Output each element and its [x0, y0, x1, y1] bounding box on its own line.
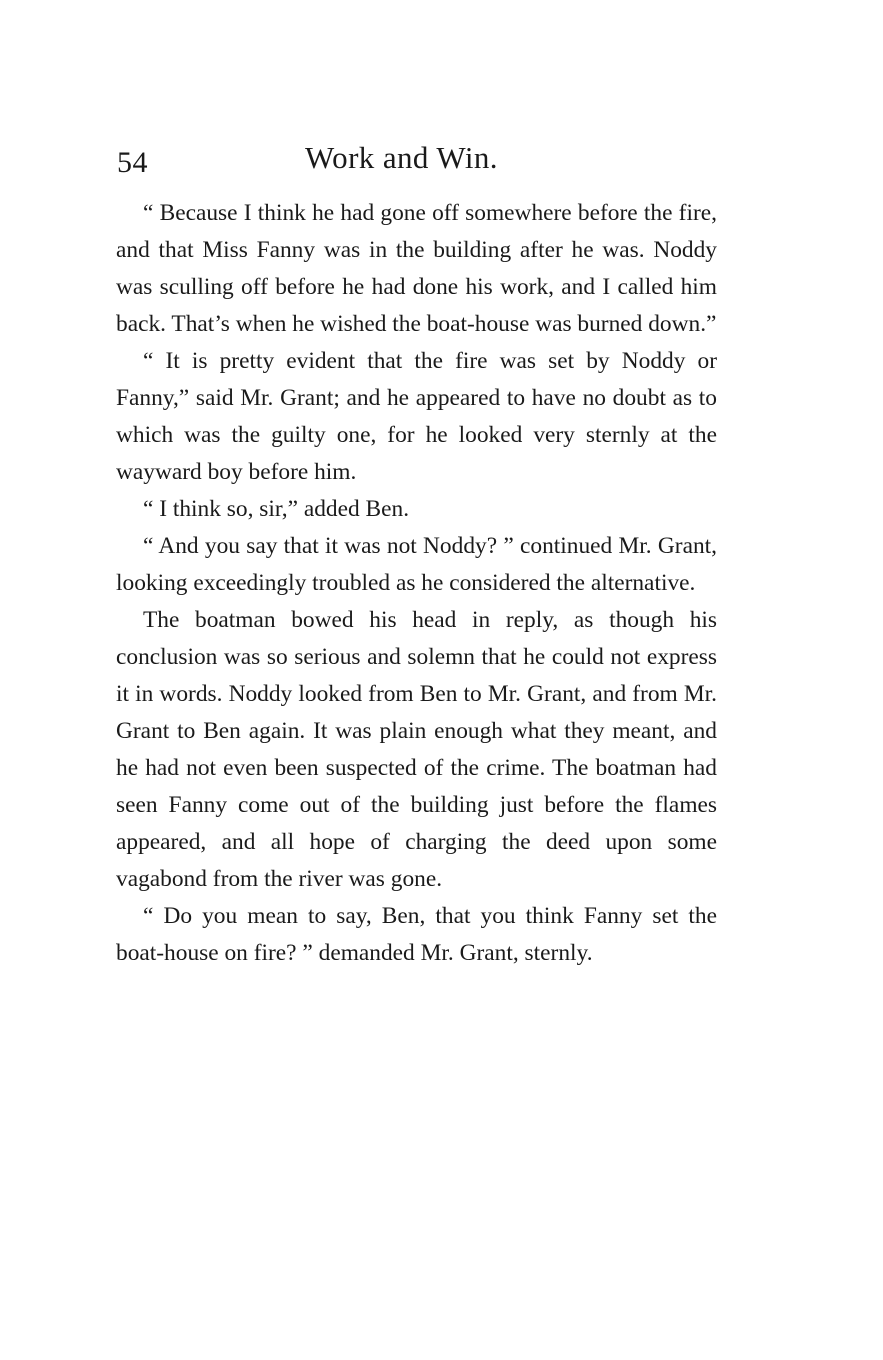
- body-text: [116, 195, 717, 972]
- paragraph: “ It is pretty evident that the fire was set by Noddy or Fanny,” said Mr. Grant; and he appeared to have no doubt as to which was the guilty one, for he looked very sternly at the wayward boy before him.: [116, 348, 717, 485]
- paragraph: “ I think so, sir,” added Ben.: [143, 496, 410, 522]
- paragraph: “ And you say that it was not Noddy? ” continued Mr. Grant, looking exceedingly troubled as he considered the alternative.: [116, 533, 717, 596]
- page-header: [117, 136, 717, 184]
- paragraph: “ Do you mean to say, Ben, that you think Fanny set the boat-house on fire? ” demanded Mr. Grant, sternly.: [116, 903, 717, 966]
- running-title: Work and Win.: [305, 140, 498, 175]
- paragraph: “ Because I think he had gone off somewhere before the fire, and that Miss Fanny was in the building after he was. Noddy was sculling off before he had done his work, and I called him back. That’s when he wished the boat-house was burned down.”: [116, 200, 717, 337]
- page-number: 54: [117, 146, 148, 179]
- paragraph: The boatman bowed his head in reply, as though his conclusion was so serious and solemn that he could not express it in words. Noddy looked from Ben to Mr. Grant, and from Mr. Grant to Ben again. It was plain enough what they meant, and he had not even been suspected of the crime. The boatman had seen Fanny come out of the building just before the flames appeared, and all hope of charging the deed upon some vagabond from the river was gone.: [116, 607, 717, 892]
